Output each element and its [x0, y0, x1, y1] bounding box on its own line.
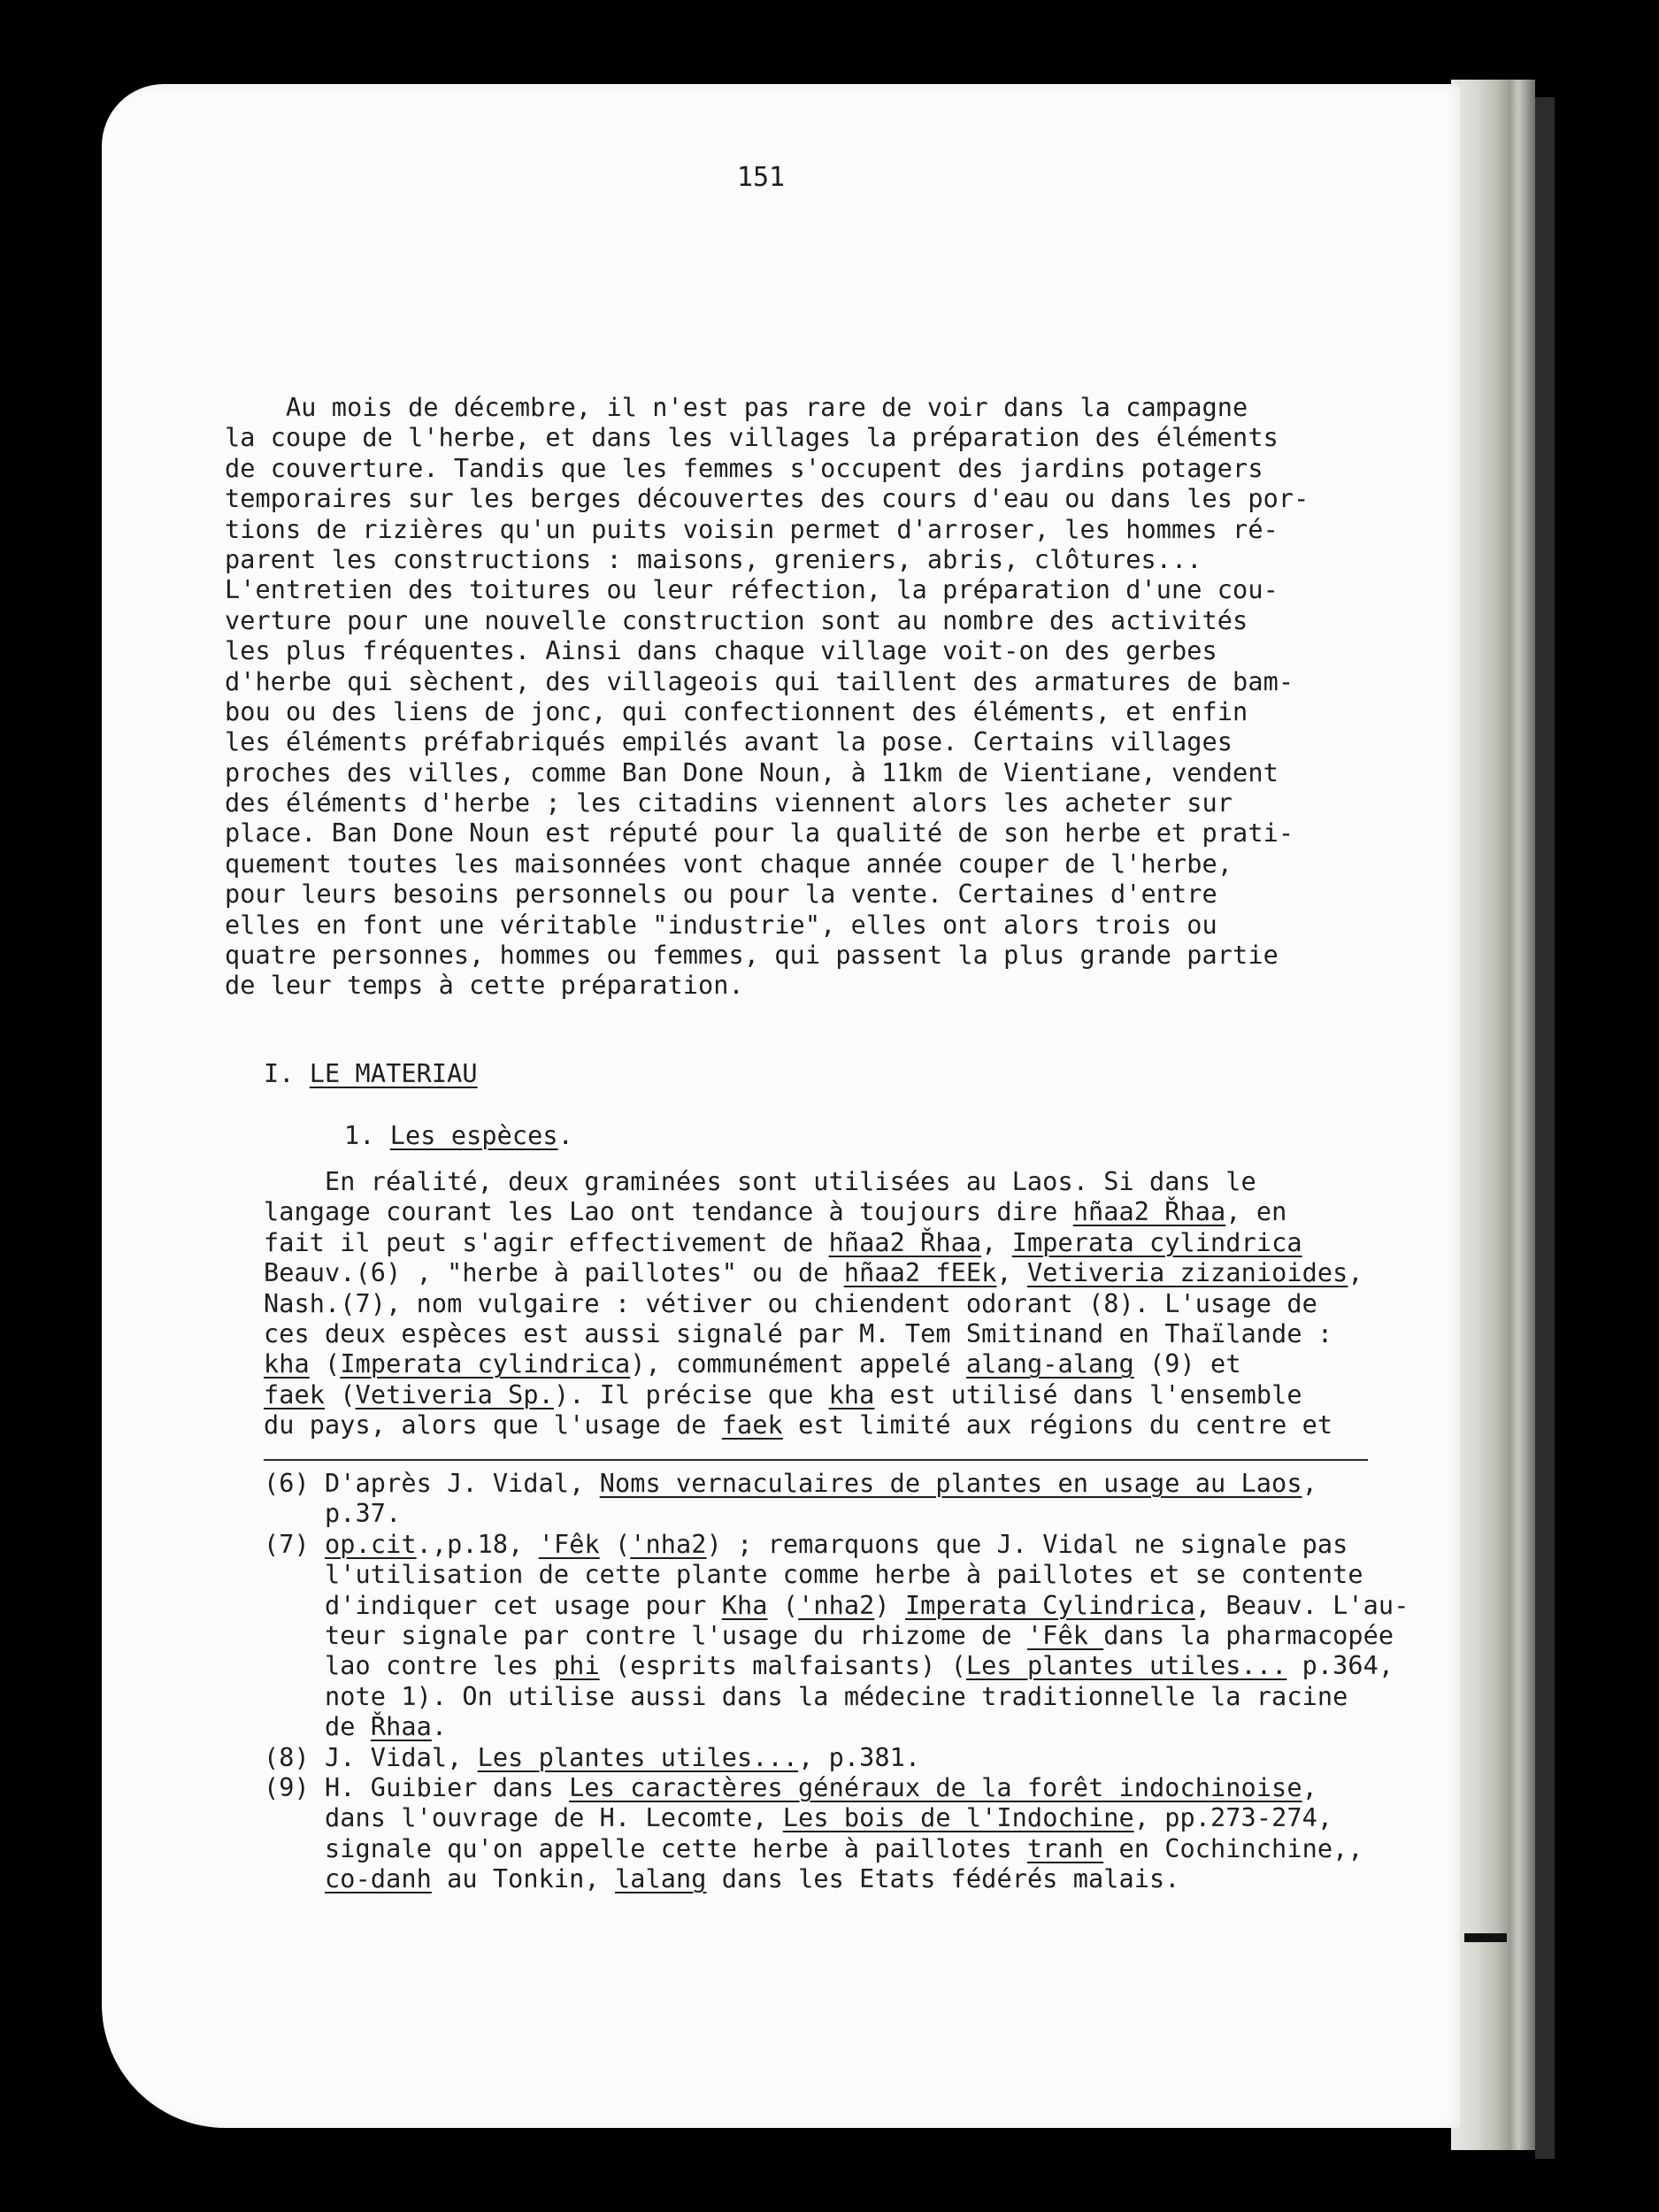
term: 'nha2 [630, 1529, 707, 1559]
text-line: verture pour une nouvelle construction sont au nombre des activités [225, 605, 1248, 635]
term: lalang [614, 1864, 707, 1894]
text-line: des éléments d'herbe ; les citadins viennent alors les acheter sur [225, 788, 1233, 818]
text: , [1302, 1469, 1317, 1498]
term: tranh [1026, 1833, 1104, 1863]
text-line: bou ou des liens de jonc, qui confectionnent des éléments, et enfin [225, 696, 1248, 726]
subsection-heading [344, 1121, 573, 1151]
text: est limité aux régions du centre et [782, 1410, 1333, 1440]
footnote-line [264, 1803, 1409, 1833]
term: faek [721, 1410, 783, 1440]
term: phi [553, 1651, 600, 1681]
citation-title: Noms vernaculaires de plantes en usage au Laos [599, 1469, 1302, 1498]
text: , en [1225, 1197, 1287, 1227]
text: (7) [264, 1529, 326, 1559]
paragraph-species [264, 1167, 1363, 1441]
citation-title: Les caractères généraux de la forêt indochinoise [569, 1772, 1302, 1802]
text-line: parent les constructions : maisons, greniers, abris, clôtures... [225, 544, 1202, 574]
text: , [1302, 1772, 1317, 1802]
text: signale qu'on appelle cette herbe à paillotes [264, 1833, 1027, 1863]
text-line: les plus fréquentes. Ainsi dans chaque village voit-on des gerbes [225, 636, 1217, 666]
text: , Beauv. L'au- [1194, 1590, 1409, 1620]
term: hñaa2 Řhaa [828, 1227, 982, 1257]
footnote-line [264, 1530, 1409, 1560]
term: Imperata Cylindrica [904, 1590, 1195, 1620]
text: dans l'ouvrage de H. Lecomte, [264, 1803, 783, 1833]
term: 'nha2 [798, 1590, 875, 1620]
citation: op.cit [325, 1529, 417, 1559]
text: .,p.18, [416, 1529, 539, 1559]
text: ( [767, 1590, 799, 1620]
footnote-line: l'utilisation de cette plante comme herbe à paillotes et se contente [264, 1560, 1363, 1590]
text: (esprits malfaisants) ( [599, 1651, 966, 1681]
text-line: Nash.(7), nom vulgaire : vétiver ou chiendent odorant (8). L'usage de [264, 1288, 1317, 1318]
text-line: elles en font une véritable "industrie", elles ont alors trois ou [225, 910, 1217, 940]
term: faek [264, 1379, 326, 1409]
text: (8) J. Vidal, [264, 1742, 478, 1772]
term: hñaa2 Řhaa [1072, 1197, 1226, 1227]
term: Řhaa [370, 1712, 432, 1742]
page-number: 151 [736, 162, 786, 193]
section-number: I. [264, 1059, 310, 1088]
text-line [264, 1197, 1363, 1227]
text: . [431, 1712, 448, 1742]
text: dans les Etats fédérés malais. [706, 1864, 1180, 1894]
book-page-edges [1451, 80, 1535, 2150]
text-line [264, 1258, 1363, 1288]
subsection-number: 1. [344, 1121, 390, 1150]
text-line: les éléments préfabriqués empilés avant la pose. Certains villages [225, 727, 1233, 757]
text: teur signale par contre l'usage du rhizome de [264, 1620, 1027, 1650]
text: en Cochinchine,, [1103, 1833, 1363, 1863]
footnote-separator [264, 1459, 1368, 1461]
text: ( [309, 1349, 341, 1379]
text-line: la coupe de l'herbe, et dans les villages la préparation des éléments [225, 423, 1279, 453]
book-spine-edge [1535, 97, 1555, 2159]
term: kha [828, 1379, 875, 1409]
text-line: L'entretien des toitures ou leur réfection, la préparation d'une cou- [225, 575, 1279, 605]
text: (9) H. Guibier dans [264, 1772, 570, 1802]
footnote-line [264, 1712, 1409, 1742]
section-heading [264, 1059, 478, 1089]
text-line [264, 1349, 1363, 1379]
footnote-line: note 1). On utilise aussi dans la médecine traditionnelle la racine [264, 1681, 1348, 1711]
term: 'Fêk [538, 1529, 600, 1559]
citation-title: Les plantes utiles... [965, 1651, 1287, 1681]
text [264, 1864, 325, 1893]
text-line: quement toutes les maisonnées vont chaque année couper de l'herbe, [225, 849, 1233, 879]
term: alang-alang [965, 1349, 1134, 1379]
footnote-line [264, 1469, 1409, 1499]
term: kha [264, 1349, 310, 1379]
paragraph-intro [225, 393, 1309, 1002]
text-line: de leur temps à cette préparation. [225, 971, 744, 1001]
footnote-line [264, 1834, 1409, 1864]
footnote-line [264, 1773, 1409, 1803]
text: , [981, 1227, 1012, 1257]
text: , pp.273-274, [1133, 1803, 1333, 1833]
text: au Tonkin, [431, 1864, 615, 1894]
text: ), communément appelé [630, 1349, 966, 1379]
term: Kha [721, 1590, 768, 1620]
citation-title: Les plantes utiles... [477, 1742, 799, 1772]
text-line [264, 1410, 1363, 1440]
text-line [264, 1228, 1363, 1258]
text: ) ; remarquons que J. Vidal ne signale pas [706, 1529, 1348, 1559]
term: Imperata cylindrica [340, 1349, 631, 1379]
text: (9) et [1133, 1349, 1241, 1379]
text: d'indiquer cet usage pour [264, 1590, 722, 1620]
text: ) [874, 1590, 905, 1620]
text: de [264, 1712, 371, 1742]
footnote-line [264, 1864, 1409, 1894]
citation-title: Les bois de l'Indochine [782, 1803, 1134, 1833]
text: fait il peut s'agir effectivement de [264, 1227, 829, 1257]
text: lao contre les [264, 1651, 554, 1681]
text: , [996, 1258, 1027, 1288]
text-line: tions de rizières qu'un puits voisin permet d'arroser, les hommes ré- [225, 514, 1279, 544]
text: est utilisé dans l'ensemble [874, 1379, 1302, 1409]
text: (6) D'après J. Vidal, [264, 1469, 600, 1498]
text: ). Il précise que [553, 1379, 829, 1409]
text: p.364, [1286, 1651, 1394, 1681]
text: langage courant les Lao ont tendance à toujours dire [264, 1197, 1073, 1227]
text-line: quatre personnes, hommes ou femmes, qui passent la plus grande partie [225, 941, 1279, 971]
text: , [1348, 1258, 1363, 1288]
term: co-danh [325, 1864, 432, 1894]
text-line: Au mois de décembre, il n'est pas rare de voir dans la campagne [225, 393, 1248, 422]
text: ( [325, 1379, 356, 1409]
text-line: d'herbe qui sèchent, des villageois qui taillent des armatures de bam- [225, 666, 1294, 696]
edge-marker [1464, 1933, 1507, 1942]
text-line: temporaires sur les berges découvertes des cours d'eau ou dans les por- [225, 484, 1310, 514]
text-line: place. Ban Done Noun est réputé pour la qualité de son herbe et prati- [225, 818, 1294, 849]
text-line: de couverture. Tandis que les femmes s'occupent des jardins potagers [225, 453, 1263, 483]
text: du pays, alors que l'usage de [264, 1410, 722, 1440]
footnote-line [264, 1621, 1409, 1651]
term: hñaa2 fEEk [843, 1258, 997, 1288]
term: Vetiveria zizanioides [1026, 1258, 1348, 1288]
text-line: En réalité, deux graminées sont utilisées au Laos. Si dans le [264, 1167, 1256, 1196]
text-line: pour leurs besoins personnels ou pour la vente. Certaines d'entre [225, 879, 1217, 910]
text: , p.381. [798, 1742, 921, 1772]
text-line [264, 1380, 1363, 1410]
term: Imperata cylindrica [1011, 1227, 1302, 1257]
text: Beauv.(6) , "herbe à paillotes" ou de [264, 1258, 844, 1288]
text: dans la pharmacopée [1103, 1620, 1394, 1650]
footnote-line [264, 1591, 1409, 1621]
term: Vetiveria Sp. [355, 1379, 554, 1409]
text-line: ces deux espèces est aussi signalé par M. Tem Smitinand en Thaïlande : [264, 1318, 1333, 1348]
subsection-period: . [557, 1121, 573, 1150]
footnotes [264, 1469, 1409, 1894]
section-title: LE MATERIAU [309, 1059, 478, 1088]
text-line: proches des villes, comme Ban Done Noun, à 11km de Vientiane, vendent [225, 757, 1279, 787]
term: 'Fêk [1026, 1620, 1104, 1650]
footnote-line [264, 1743, 1409, 1773]
text: ( [599, 1529, 631, 1559]
footnote-line: p.37. [264, 1499, 402, 1529]
footnote-line [264, 1651, 1409, 1681]
subsection-title: Les espèces [389, 1121, 558, 1150]
